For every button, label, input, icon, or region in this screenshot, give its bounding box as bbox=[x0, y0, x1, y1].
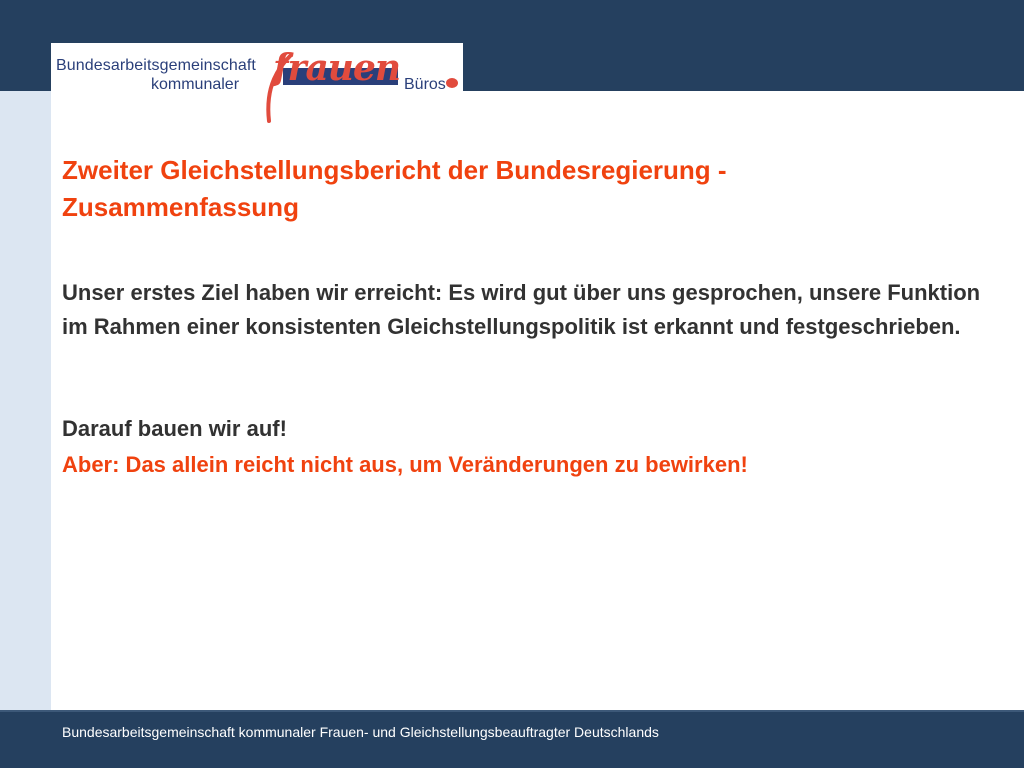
left-accent-strip bbox=[0, 91, 51, 710]
slide-highlight-statement: Aber: Das allein reicht nicht aus, um Veränderungen zu bewirken! bbox=[62, 452, 748, 477]
footer-text: Bundesarbeitsgemeinschaft kommunaler Frauen- und Gleichstellungsbeauftragter Deutschlands bbox=[62, 724, 659, 740]
slide-body-paragraph: Unser erstes Ziel haben wir erreicht: Es wird gut über uns gesprochen, unsere Funktion im Rahmen einer konsistenten Gleichstellungspolitik ist erkannt und festgeschrieben. bbox=[62, 280, 981, 339]
logo-graphic bbox=[51, 43, 463, 128]
logo-text-line1: Bundesarbeitsgemeinschaft bbox=[56, 57, 256, 74]
logo-text-buros: Büros bbox=[404, 76, 446, 93]
footer-divider bbox=[0, 710, 1024, 712]
logo-red-dot bbox=[446, 78, 458, 88]
slide-statement: Darauf bauen wir auf! bbox=[62, 416, 287, 441]
organization-logo bbox=[51, 43, 463, 128]
slide-title: Zweiter Gleichstellungsbericht der Bundesregierung - Zusammenfassung bbox=[62, 155, 727, 222]
logo-text-line2: kommunaler bbox=[151, 76, 240, 93]
logo-frauen-wordmark: frauen bbox=[273, 47, 401, 89]
